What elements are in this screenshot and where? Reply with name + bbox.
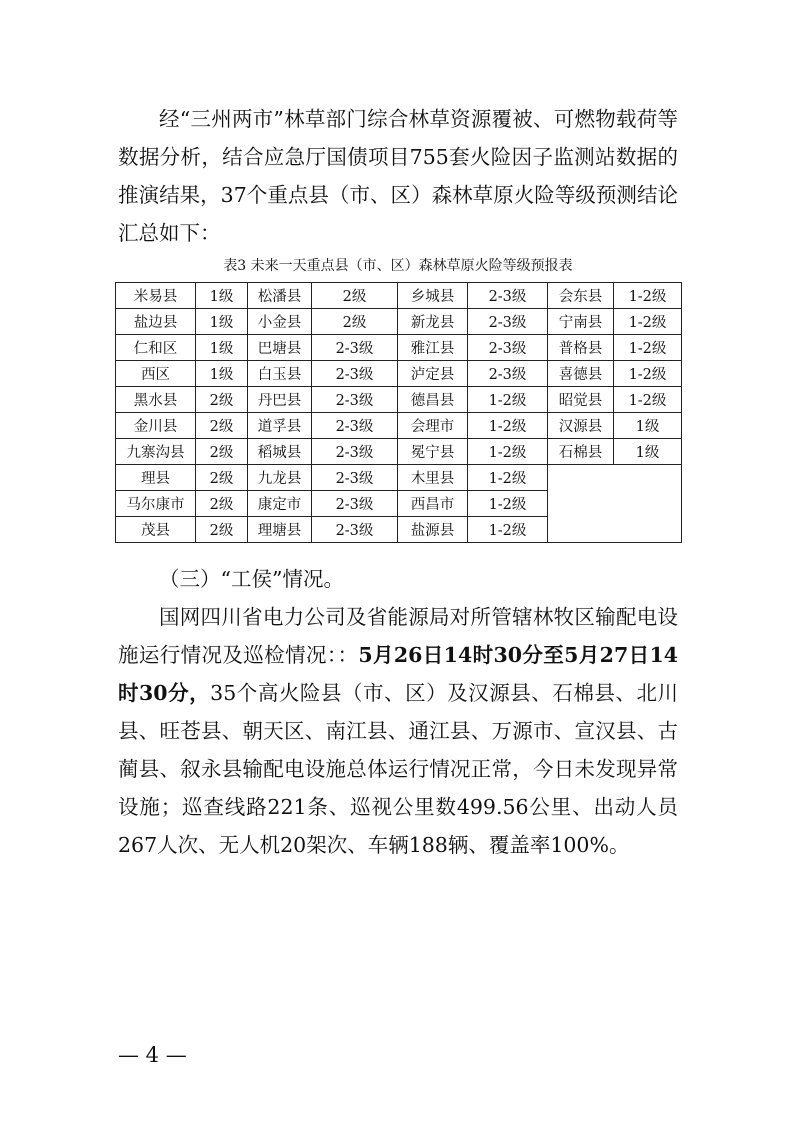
risk-level-cell: 2级	[312, 309, 398, 335]
risk-level-cell: 1-2级	[468, 491, 548, 517]
county-cell: 小金县	[248, 309, 312, 335]
county-cell: 喜德县	[548, 361, 614, 387]
table-row	[116, 335, 682, 361]
risk-level-cell: 2级	[196, 465, 248, 491]
risk-level-cell: 1-2级	[614, 283, 682, 309]
county-cell: 康定市	[248, 491, 312, 517]
risk-level-cell: 1级	[196, 335, 248, 361]
county-cell: 宁南县	[548, 309, 614, 335]
table-row	[116, 439, 682, 465]
county-cell: 木里县	[398, 465, 468, 491]
county-cell: 九寨沟县	[116, 439, 196, 465]
county-cell: 雅江县	[398, 335, 468, 361]
fire-risk-table	[115, 282, 682, 543]
county-cell: 盐边县	[116, 309, 196, 335]
risk-level-cell: 2-3级	[312, 439, 398, 465]
county-cell: 白玉县	[248, 361, 312, 387]
risk-level-cell: 2-3级	[468, 283, 548, 309]
risk-level-cell: 1级	[196, 361, 248, 387]
risk-level-cell: 2-3级	[312, 517, 398, 543]
table-row	[116, 309, 682, 335]
county-cell: 巴塘县	[248, 335, 312, 361]
risk-level-cell: 2级	[196, 387, 248, 413]
county-cell: 盐源县	[398, 517, 468, 543]
county-cell: 石棉县	[548, 439, 614, 465]
risk-level-cell: 1-2级	[468, 465, 548, 491]
risk-level-cell: 2级	[196, 439, 248, 465]
risk-level-cell: 2-3级	[312, 491, 398, 517]
risk-level-cell: 2级	[196, 413, 248, 439]
risk-level-cell: 2-3级	[468, 361, 548, 387]
risk-level-cell: 1-2级	[614, 309, 682, 335]
county-cell: 米易县	[116, 283, 196, 309]
table-caption: 表3 未来一天重点县（市、区）森林草原火险等级预报表	[223, 258, 573, 274]
risk-level-cell: 2-3级	[312, 387, 398, 413]
county-cell: 道孚县	[248, 413, 312, 439]
risk-level-cell: 2-3级	[312, 465, 398, 491]
risk-level-cell: 1-2级	[614, 387, 682, 413]
county-cell: 会东县	[548, 283, 614, 309]
risk-level-cell: 1-2级	[468, 413, 548, 439]
risk-level-cell: 2-3级	[312, 335, 398, 361]
county-cell: 黑水县	[116, 387, 196, 413]
county-cell: 理塘县	[248, 517, 312, 543]
risk-level-cell: 2-3级	[468, 335, 548, 361]
county-cell: 仁和区	[116, 335, 196, 361]
fire-risk-table-body	[116, 283, 682, 543]
inspection-details: 35个高火险县（市、区）及汉源县、石棉县、北川县、旺苍县、朝天区、南江县、通江县、万源市、宣汉县、古蔺县、叙永县输配电设施总体运行情况正常，今日未发现异常设施；巡查线路221条、巡视公里数499.56公里、出动人员267人次、无人机20架次、车辆188辆、覆盖率100%。	[118, 681, 678, 857]
risk-level-cell: 2级	[312, 283, 398, 309]
risk-level-cell: 1级	[196, 283, 248, 309]
risk-level-cell: 1-2级	[468, 517, 548, 543]
risk-level-cell: 1级	[196, 309, 248, 335]
inspection-time-range: 5月26日14时30分至5月27日14时30分，	[118, 643, 679, 705]
table-row	[116, 413, 682, 439]
county-cell: 九龙县	[248, 465, 312, 491]
risk-level-cell: 2级	[196, 517, 248, 543]
county-cell: 稻城县	[248, 439, 312, 465]
blank-merged-cell	[548, 465, 682, 543]
risk-level-cell: 1-2级	[614, 335, 682, 361]
county-cell: 普格县	[548, 335, 614, 361]
county-cell: 乡城县	[398, 283, 468, 309]
table-row	[116, 387, 682, 413]
county-cell: 理县	[116, 465, 196, 491]
county-cell: 西昌市	[398, 491, 468, 517]
county-cell: 汉源县	[548, 413, 614, 439]
county-cell: 会理市	[398, 413, 468, 439]
table-row	[116, 361, 682, 387]
county-cell: 马尔康市	[116, 491, 196, 517]
page-number: — 4 —	[118, 1043, 187, 1067]
risk-level-cell: 1-2级	[614, 361, 682, 387]
risk-level-cell: 1级	[614, 439, 682, 465]
intro-paragraph: 经“三州两市”林草部门综合林草资源覆被、可燃物载荷等数据分析，结合应急厅国债项目755套火险因子监测站数据的推演结果，37个重点县（市、区）森林草原火险等级预测结论汇总如下：	[118, 107, 678, 245]
county-cell: 金川县	[116, 413, 196, 439]
risk-level-cell: 2-3级	[312, 413, 398, 439]
inspection-lead: 国网四川省电力公司及省能源局对所管辖林牧区输配电设施运行情况及巡检情况：：	[118, 605, 678, 667]
risk-level-cell: 1-2级	[468, 387, 548, 413]
inspection-paragraph	[118, 598, 678, 864]
county-cell: 德昌县	[398, 387, 468, 413]
county-cell: 泸定县	[398, 361, 468, 387]
county-cell: 丹巴县	[248, 387, 312, 413]
risk-level-cell: 2-3级	[312, 361, 398, 387]
table-row	[116, 465, 682, 491]
county-cell: 茂县	[116, 517, 196, 543]
section-subheading: （三）“工侯”情况。	[159, 567, 344, 591]
table-row	[116, 283, 682, 309]
risk-level-cell: 2级	[196, 491, 248, 517]
county-cell: 松潘县	[248, 283, 312, 309]
risk-level-cell: 1-2级	[468, 439, 548, 465]
risk-level-cell: 1级	[614, 413, 682, 439]
county-cell: 西区	[116, 361, 196, 387]
county-cell: 冕宁县	[398, 439, 468, 465]
risk-level-cell: 2-3级	[468, 309, 548, 335]
county-cell: 昭觉县	[548, 387, 614, 413]
county-cell: 新龙县	[398, 309, 468, 335]
